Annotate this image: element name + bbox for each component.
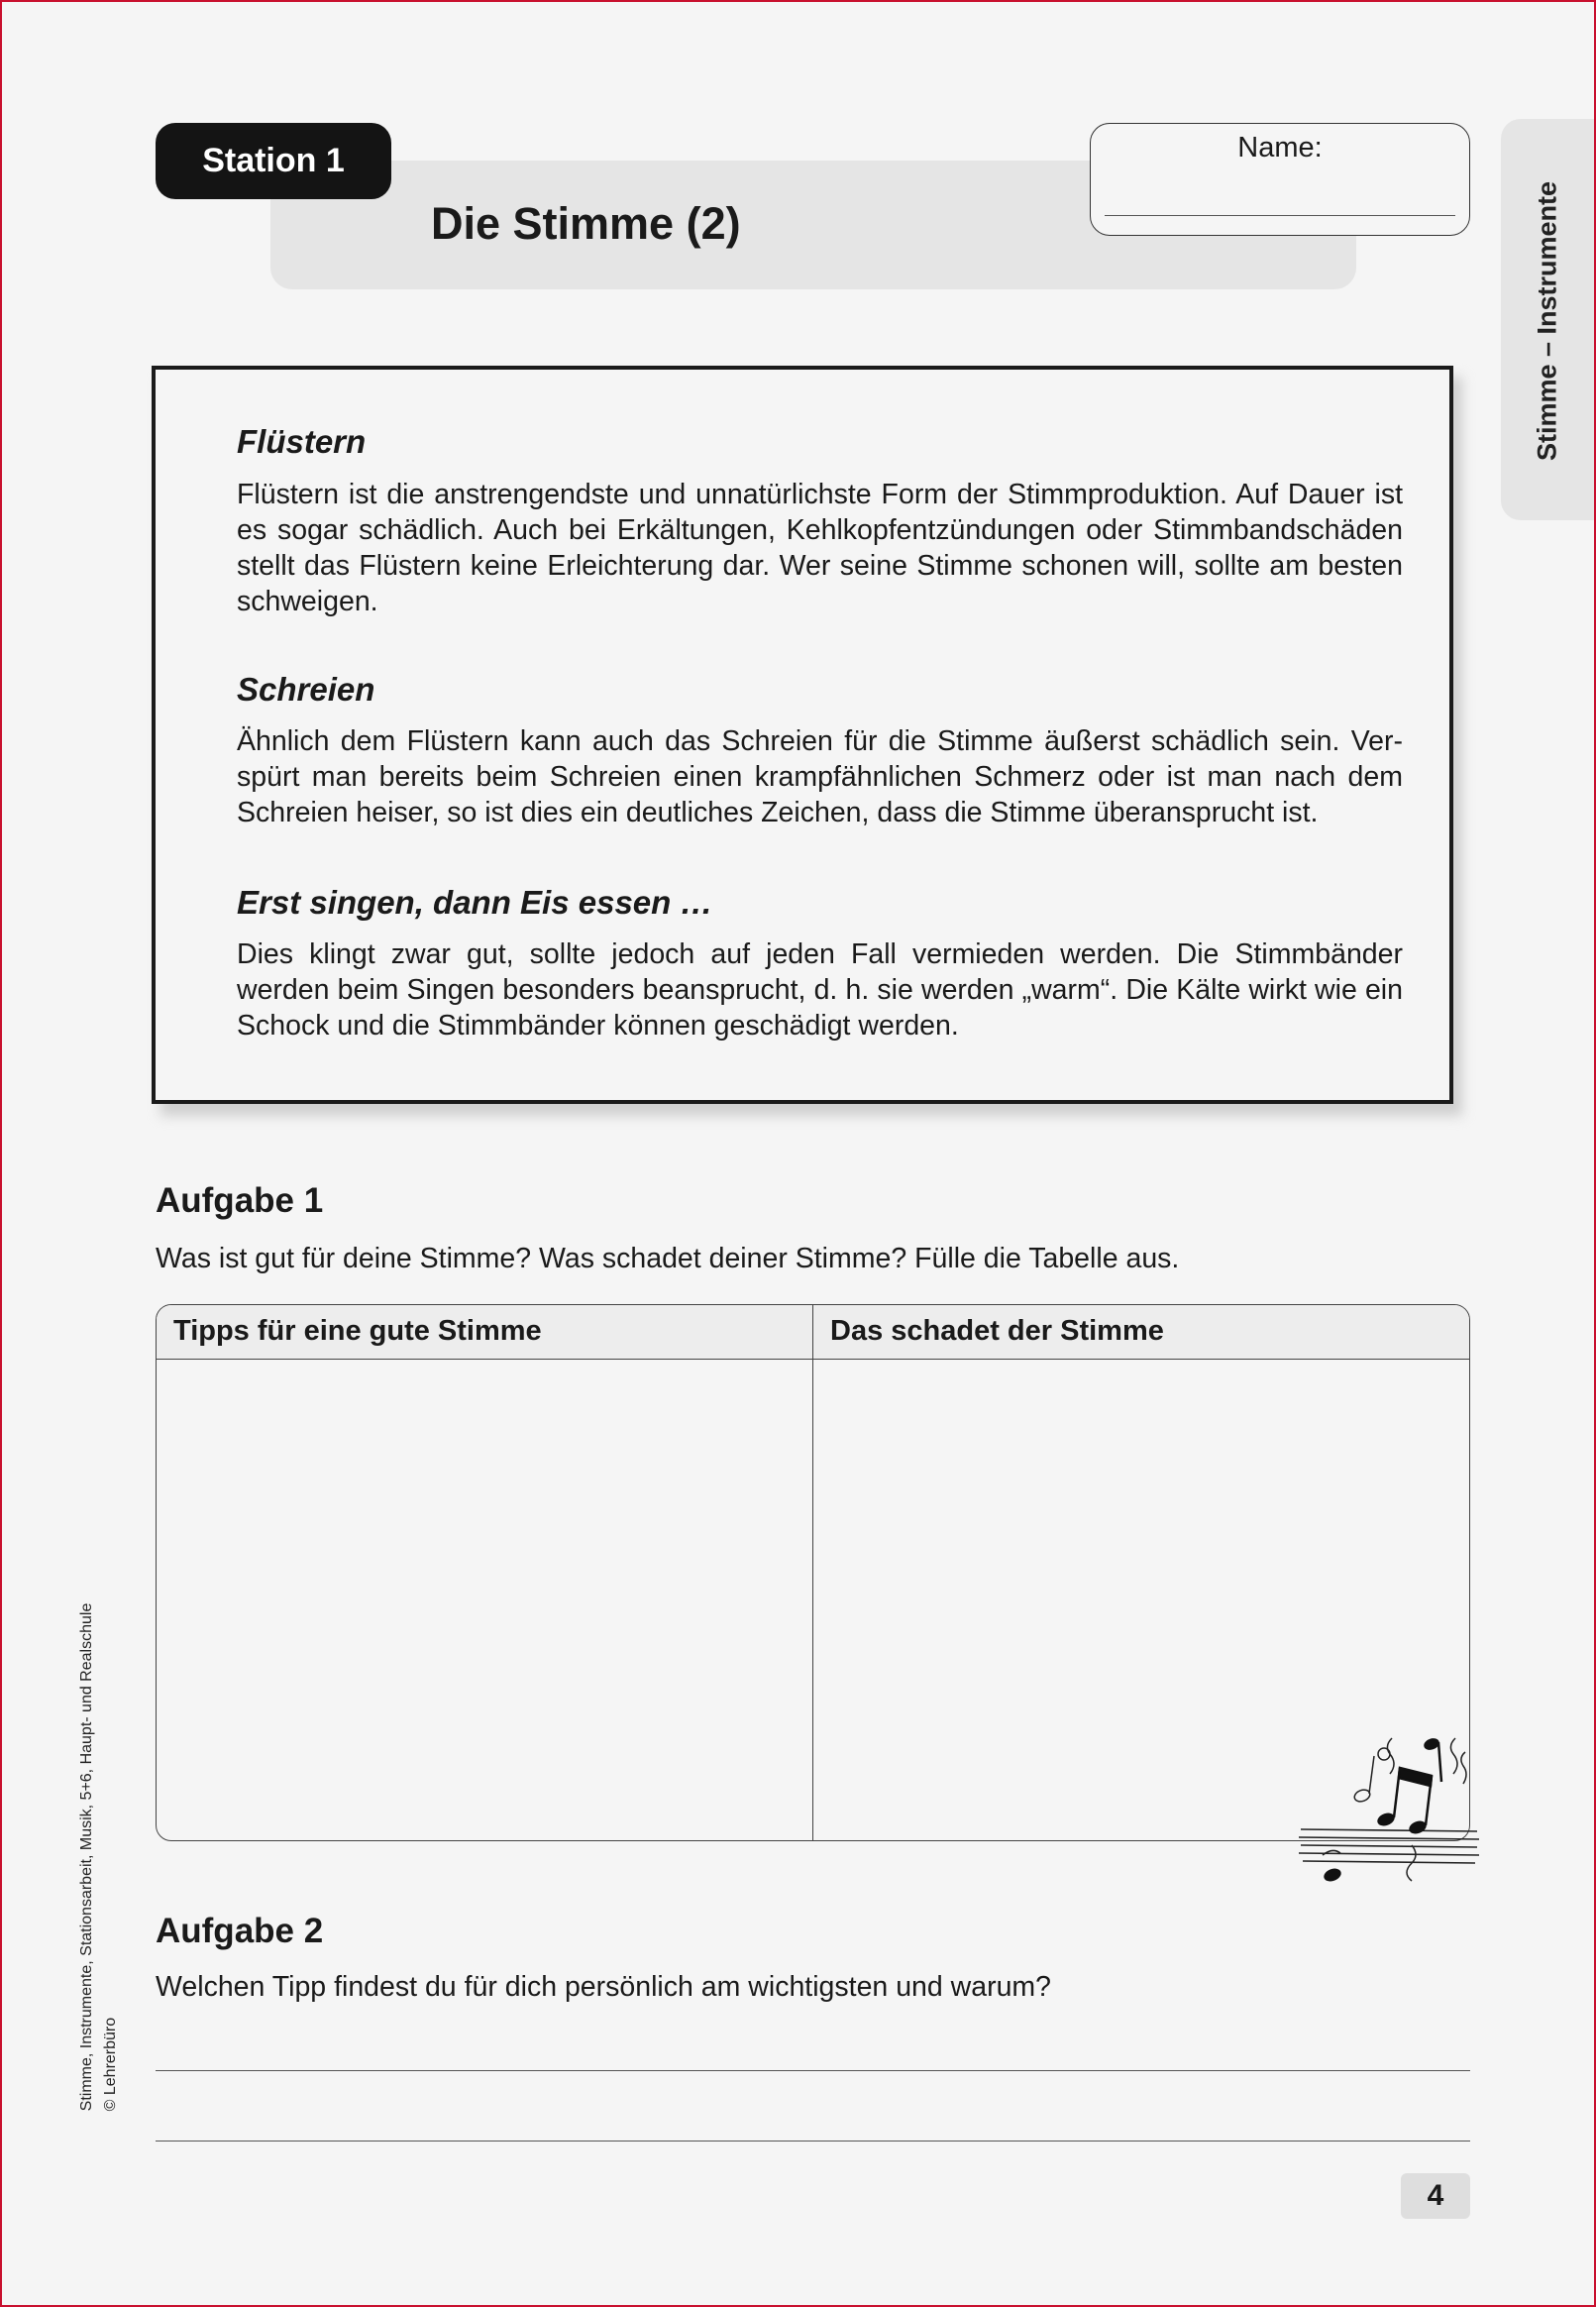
station-badge: Station 1 — [156, 123, 391, 199]
task2-instructions: Welchen Tipp findest du für dich persönlich am wichtigsten und warum? — [156, 1971, 1052, 2003]
page-title: Die Stimme (2) — [431, 198, 741, 249]
column-header-good: Tipps für eine gute Stimme — [173, 1315, 542, 1347]
side-tab-label: Stimme – Instrumente — [1532, 180, 1562, 462]
answer-cell-good[interactable] — [157, 1360, 812, 1840]
music-notes-icon — [1295, 1734, 1483, 1893]
task2-heading: Aufgabe 2 — [156, 1912, 324, 1950]
name-write-line[interactable] — [1105, 215, 1455, 216]
info-box — [152, 366, 1453, 1104]
task1-instructions: Was ist gut für deine Stimme? Was schadet deiner Stimme? Fülle die Tabelle aus. — [156, 1243, 1180, 1274]
credit-line-1: Stimme, Instrumente, Stationsarbeit, Musik, 5+6, Haupt- und Realschule — [78, 1602, 95, 2112]
name-label: Name: — [1237, 132, 1323, 164]
credit-line-2: © Lehrerbüro — [102, 2017, 119, 2112]
page-number: 4 — [1401, 2173, 1470, 2219]
answer-line-1[interactable] — [156, 2070, 1470, 2071]
column-header-bad: Das schadet der Stimme — [830, 1315, 1164, 1347]
section-text-schreien: Ähnlich dem Flüstern kann auch das Schreien für die Stimme äußerst schädlich sein. Verspürt man bereits beim Schreien einen krampfähnlichen Schmerz oder ist man nach dem Schreien heiser, so ist dies ein deutliches Zeichen, dass die Stimme überansprucht ist. — [237, 725, 1403, 828]
name-field-box[interactable] — [1090, 123, 1470, 236]
section-heading-eis: Erst singen, dann Eis essen … — [237, 884, 713, 921]
section-heading-fluestern: Flüstern — [237, 423, 367, 460]
section-text-eis: Dies klingt zwar gut, sollte jedoch auf jeden Fall vermieden werden. Die Stimmbänder werden beim Singen besonders beansprucht, d. h. sie werden „warm“. Die Kälte wirkt wie ein Schock und die Stimmbänder können geschädigt werden. — [237, 938, 1403, 1042]
section-heading-schreien: Schreien — [237, 671, 375, 708]
section-text-fluestern: Flüstern ist die anstrengendste und unnatürlichste Form der Stimmproduktion. Auf Dauer ist es sogar schädlich. Auch bei Erkältungen, Kehlkopfentzündungen oder Stimmbandschäden stellt das Flüstern keine Erleichterung dar. Wer seine Stimme schonen will, sollte am besten schweigen. — [237, 479, 1403, 617]
tips-table — [156, 1304, 1470, 1841]
answer-line-2[interactable] — [156, 2141, 1470, 2142]
copyright-credit — [75, 1603, 123, 2112]
tips-table-divider — [812, 1305, 813, 1840]
task1-heading: Aufgabe 1 — [156, 1181, 324, 1220]
